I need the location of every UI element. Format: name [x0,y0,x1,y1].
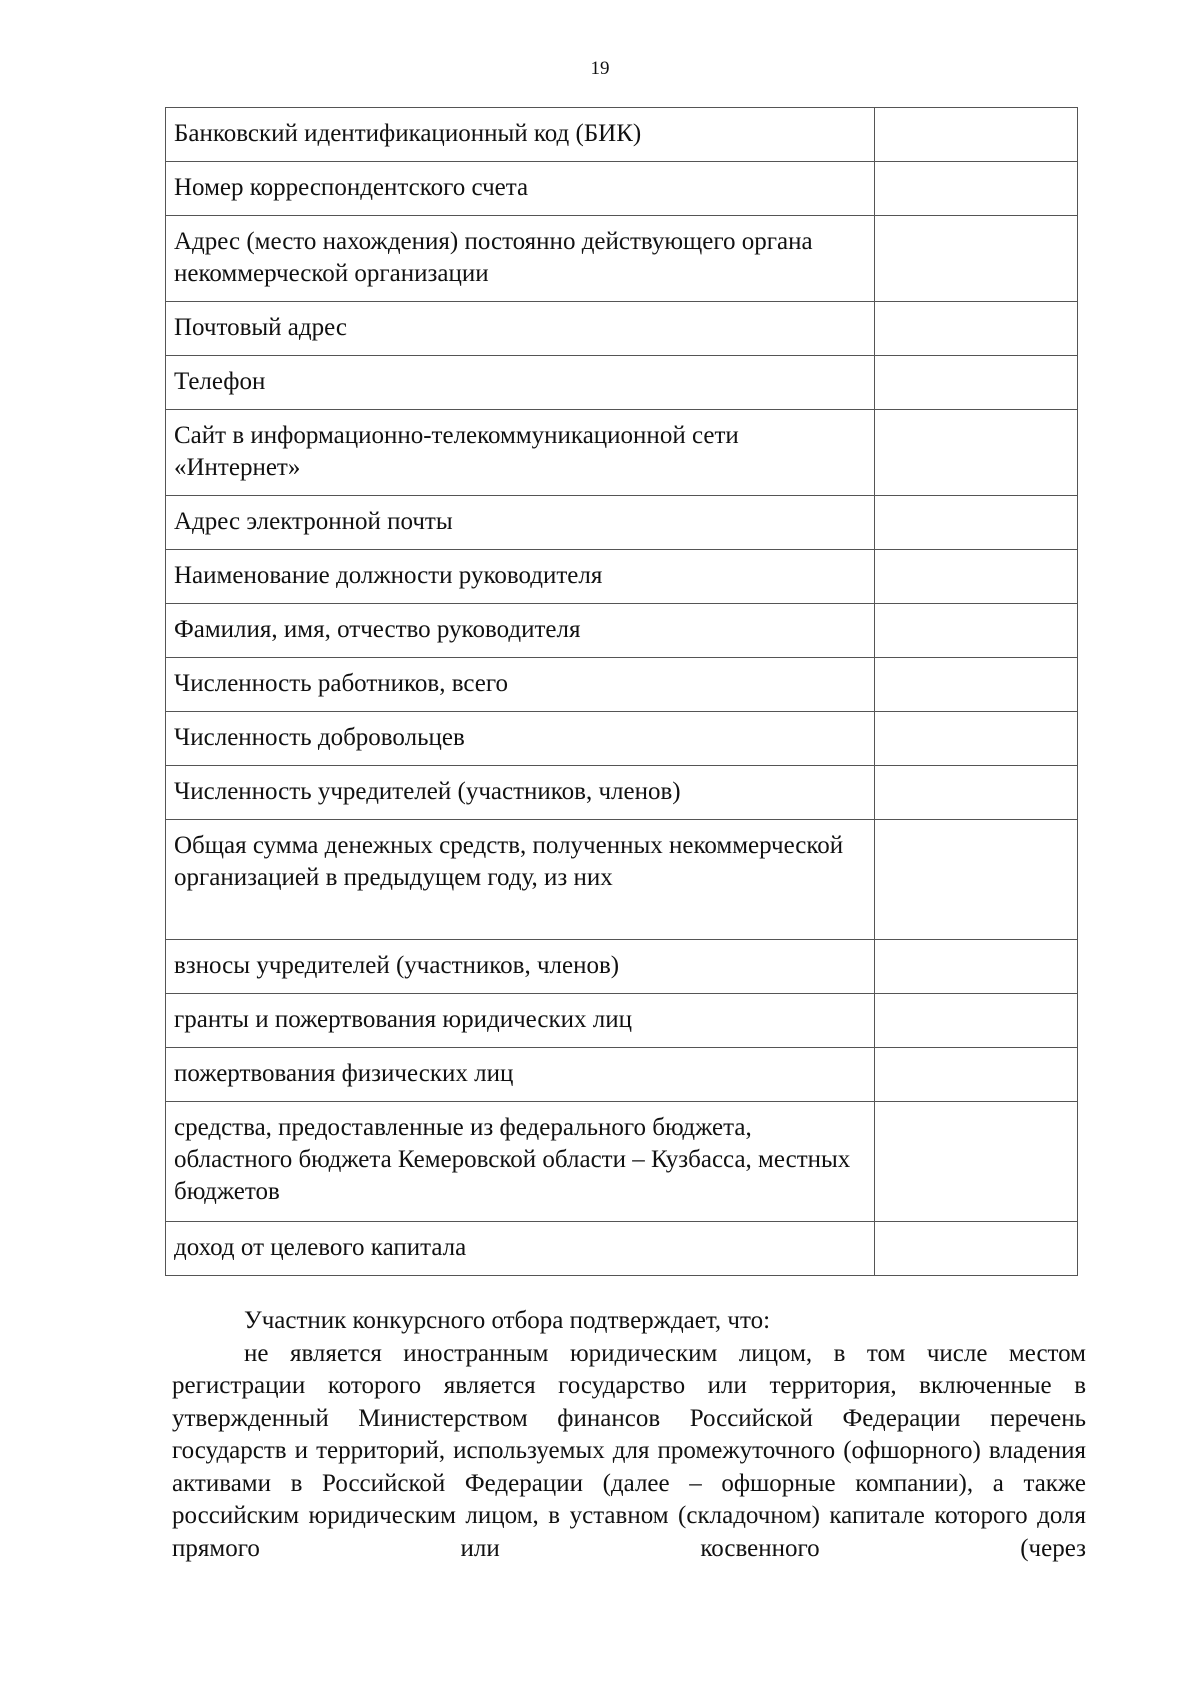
row-value-field[interactable] [875,356,1078,410]
page-number: 19 [590,58,610,79]
row-label: доход от целевого капитала [166,1222,875,1276]
row-label: Общая сумма денежных средств, полученных некоммерческой организацией в предыдущем году, из них [166,820,875,940]
row-label: Номер корреспондентского счета [166,162,875,216]
table-row [166,940,1078,994]
row-value-field[interactable] [875,216,1078,302]
row-label: Сайт в информационно-телекоммуникационной сети «Интернет» [166,410,875,496]
row-value-field[interactable] [875,940,1078,994]
row-value-field[interactable] [875,162,1078,216]
table-row [166,604,1078,658]
table-row [166,302,1078,356]
table-row [166,216,1078,302]
row-value-field[interactable] [875,658,1078,712]
row-label: гранты и пожертвования юридических лиц [166,994,875,1048]
row-label: средства, предоставленные из федерального бюджета, областного бюджета Кемеровской области – Кузбасса, местных бюджетов [166,1102,875,1222]
row-label: Почтовый адрес [166,302,875,356]
table-row [166,1048,1078,1102]
row-label: Фамилия, имя, отчество руководителя [166,604,875,658]
row-label: Численность добровольцев [166,712,875,766]
table-row [166,766,1078,820]
row-label: Численность учредителей (участников, членов) [166,766,875,820]
table-row [166,820,1078,940]
row-value-field[interactable] [875,994,1078,1048]
row-value-field[interactable] [875,712,1078,766]
confirmation-intro: Участник конкурсного отбора подтверждает, что: [244,1307,771,1334]
row-value-field[interactable] [875,1048,1078,1102]
row-label: Банковский идентификационный код (БИК) [166,108,875,162]
table-row [166,658,1078,712]
table-row [166,356,1078,410]
row-value-field[interactable] [875,1102,1078,1222]
organization-info-table [165,107,1078,1276]
row-value-field[interactable] [875,108,1078,162]
row-value-field[interactable] [875,820,1078,940]
row-value-field[interactable] [875,496,1078,550]
row-value-field[interactable] [875,766,1078,820]
table-row [166,1102,1078,1222]
row-label: Численность работников, всего [166,658,875,712]
row-label: Адрес электронной почты [166,496,875,550]
table-row [166,712,1078,766]
table-row [166,410,1078,496]
row-label: Наименование должности руководителя [166,550,875,604]
row-value-field[interactable] [875,1222,1078,1276]
row-value-field[interactable] [875,604,1078,658]
row-label: пожертвования физических лиц [166,1048,875,1102]
row-value-field[interactable] [875,410,1078,496]
row-label: Адрес (место нахождения) постоянно действующего органа некоммерческой организации [166,216,875,302]
table-row [166,994,1078,1048]
confirmation-paragraph: не является иностранным юридическим лицом, в том числе местом регистрации которого является государство или территория, включенные в утвержденный Министерством финансов Российской Федерации перечень государств и территорий, используемых для промежуточного (офшорного) владения активами в Российской Федерации (далее – офшорные компании), а также российским юридическим лицом, в уставном (складочном) капитале которого доля прямого или косвенного (через [172,1339,1086,1562]
row-label: Телефон [166,356,875,410]
table-row [166,108,1078,162]
confirmation-text [172,1305,1086,1565]
row-value-field[interactable] [875,550,1078,604]
table-row [166,1222,1078,1276]
row-value-field[interactable] [875,302,1078,356]
row-label: взносы учредителей (участников, членов) [166,940,875,994]
table-row [166,496,1078,550]
table-row [166,162,1078,216]
table-row [166,550,1078,604]
